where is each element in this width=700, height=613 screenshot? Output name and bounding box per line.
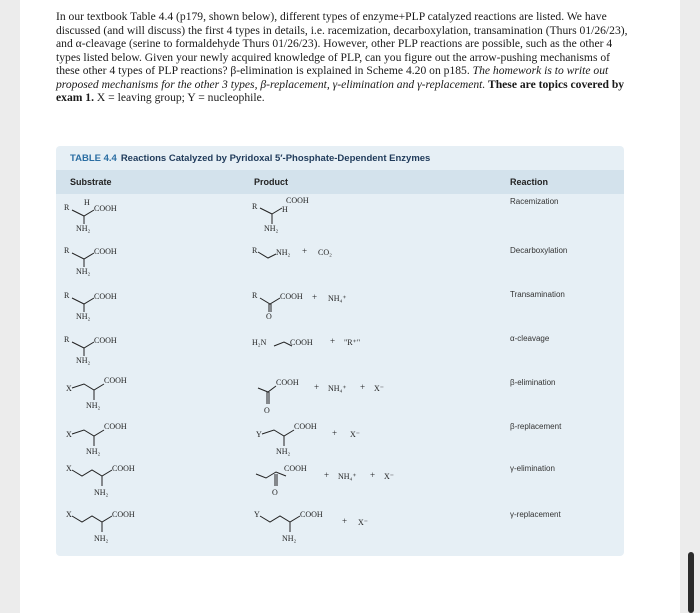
header-product: Product bbox=[254, 177, 289, 187]
right-margin bbox=[680, 0, 700, 613]
table-title bbox=[70, 153, 430, 164]
exam-note: These are topics covered by exam 1. bbox=[56, 77, 625, 104]
header-reaction: Reaction bbox=[510, 177, 549, 187]
reaction-alpha-cleavage: α-cleavage bbox=[510, 334, 550, 343]
intro-text: In our textbook Table 4.4 (p179, shown below), different types of enzyme+PLP catalyzed reactions are listed. We have discussed (and will discuss) the first 4 types in details, i.e. racemization, decarboxylation, transamination (Thurs 01/26/23), and α-cleavage (serine to formaldehyde Thurs 01/26/23). However, other PLP reactions are possible, such as the other 4 types listed below. Given your newly acquired knowledge of PLP, can you figure out the arrow-pushing mechanisms of these other 4 types of PLP reactions? β-elimination is explained in Scheme 4.20 on p185. bbox=[56, 10, 628, 77]
reaction-beta-replacement: β-replacement bbox=[510, 422, 562, 431]
reaction-decarboxylation: Decarboxylation bbox=[510, 246, 568, 255]
reaction-beta-elimination: β-elimination bbox=[510, 378, 556, 387]
legend-note: X = leaving group; Y = nucleophile. bbox=[94, 91, 265, 104]
reaction-transamination: Transamination bbox=[510, 290, 565, 299]
scrollbar-thumb[interactable] bbox=[688, 552, 694, 613]
intro-paragraph bbox=[56, 10, 636, 105]
reaction-gamma-replacement: γ-replacement bbox=[510, 510, 561, 519]
reaction-racemization: Racemization bbox=[510, 197, 559, 206]
table-label: TABLE 4.4 bbox=[70, 153, 117, 164]
reaction-gamma-elimination: γ-elimination bbox=[510, 464, 555, 473]
homework-instruction: The homework is to write out proposed mechanisms for the other 3 types, β-replacement, γ-elimination and γ-replacement. bbox=[56, 64, 609, 91]
left-margin bbox=[0, 0, 20, 613]
header-substrate: Substrate bbox=[70, 177, 112, 187]
table-caption: Reactions Catalyzed by Pyridoxal 5′-Phosphate-Dependent Enzymes bbox=[120, 153, 431, 164]
